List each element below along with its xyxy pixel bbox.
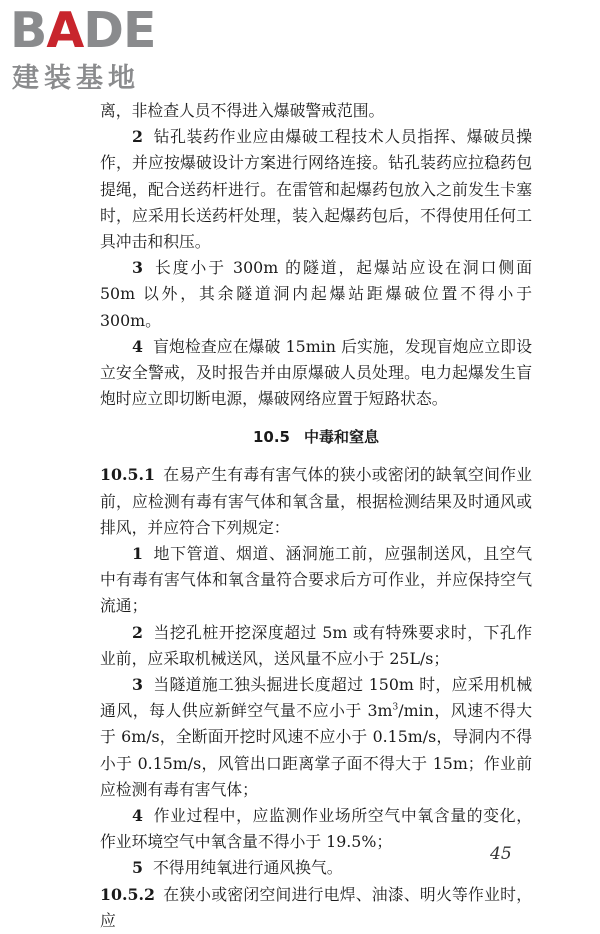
- logo-letter-a: A: [46, 2, 84, 59]
- section-heading: [100, 424, 532, 450]
- clause-text: 在狭小或密闭空间进行电焊、油漆、明火等作业时，应: [100, 884, 532, 930]
- clause: [100, 462, 532, 541]
- item-number: 3: [132, 258, 143, 278]
- item-text: 当挖孔桩开挖深度超过 5m 或有特殊要求时，下孔作业前，应采取机械送风，送风量不应小于 25L/s；: [100, 622, 532, 668]
- logo: [10, 2, 182, 94]
- logo-letter-b: B: [10, 2, 47, 59]
- logo-letters-de: DE: [83, 2, 156, 59]
- item-number: 2: [132, 127, 143, 147]
- list-item: [100, 334, 532, 413]
- item-number: 1: [132, 544, 143, 564]
- item-text-part: 当隧道施工独头掘进长度超过 150m 时，应采用机械通风，每人供应新鲜空气量不应小于 3m: [100, 675, 532, 721]
- section-title: 中毒和窒息: [304, 428, 380, 447]
- item-text: 钻孔装药作业应由爆破工程技术人员指挥、爆破员操作，并应按爆破设计方案进行网络连接。钻孔装药应拉稳药包提绳，配合送药杆进行。在雷管和起爆药包放入之前发生卡塞时，应采用长送药杆处理，装入起爆药包后，不得使用任何工具冲击和积压。: [100, 127, 532, 252]
- item-text: 盲炮检查应在爆破 15min 后实施，发现盲炮应立即设立安全警戒，及时报告并由原爆破人员处理。电力起爆发生盲炮时应立即切断电源，爆破网络应置于短路状态。: [100, 336, 532, 409]
- item-text: 长度小于 300m 的隧道，起爆站应设在洞口侧面 50m 以外，其余隧道洞内起爆站距爆破位置不得小于 300m。: [100, 258, 532, 330]
- item-number: 2: [132, 622, 143, 642]
- list-item: [100, 620, 532, 672]
- list-item: [100, 672, 532, 803]
- item-number: 3: [132, 675, 143, 695]
- item-number: 4: [132, 806, 143, 826]
- list-item: [100, 803, 532, 855]
- logo-mark: [10, 2, 182, 59]
- clause-number: 10.5.2: [100, 884, 155, 904]
- list-item: [100, 855, 532, 881]
- item-text: 作业过程中，应监测作业场所空气中氧含量的变化，作业环境空气中氧含量不得小于 19.5%；: [100, 806, 532, 852]
- item-text: 地下管道、烟道、涵洞施工前，应强制送风，且空气中有毒有害气体和氧含量符合要求后方可作业，并应保持空气流通；: [100, 544, 532, 616]
- list-item: [100, 541, 532, 620]
- logo-subtitle: 建装基地: [12, 63, 140, 94]
- paragraph-continuation: 离，非检查人员不得进入爆破警戒范围。: [100, 101, 385, 120]
- section-number: 10.5: [252, 428, 290, 447]
- item-text-part: /min，风速不得大于 6m/s，全断面开挖时风速不应小于 0.15m/s，导洞内不得小于 0.15m/s，风管出口距离掌子面不得大于 15m；作业前应检测有毒有害气体；: [100, 701, 532, 799]
- clause: [100, 882, 532, 934]
- item-text: 不得用纯氧进行通风换气。: [153, 858, 343, 878]
- item-number: 4: [132, 336, 143, 356]
- clause-text: 在易产生有毒有害气体的狭小或密闭的缺氧空间作业前，应检测有毒有害气体和氧含量，根据检测结果及时通风或排风，并应符合下列规定：: [100, 465, 532, 537]
- clause-number: 10.5.1: [100, 465, 155, 485]
- item-number: 5: [132, 858, 143, 878]
- superscript: 3: [392, 703, 399, 713]
- document-body: [100, 98, 532, 934]
- list-item: [100, 124, 532, 255]
- list-item: [100, 255, 532, 334]
- page-number: 45: [490, 844, 512, 864]
